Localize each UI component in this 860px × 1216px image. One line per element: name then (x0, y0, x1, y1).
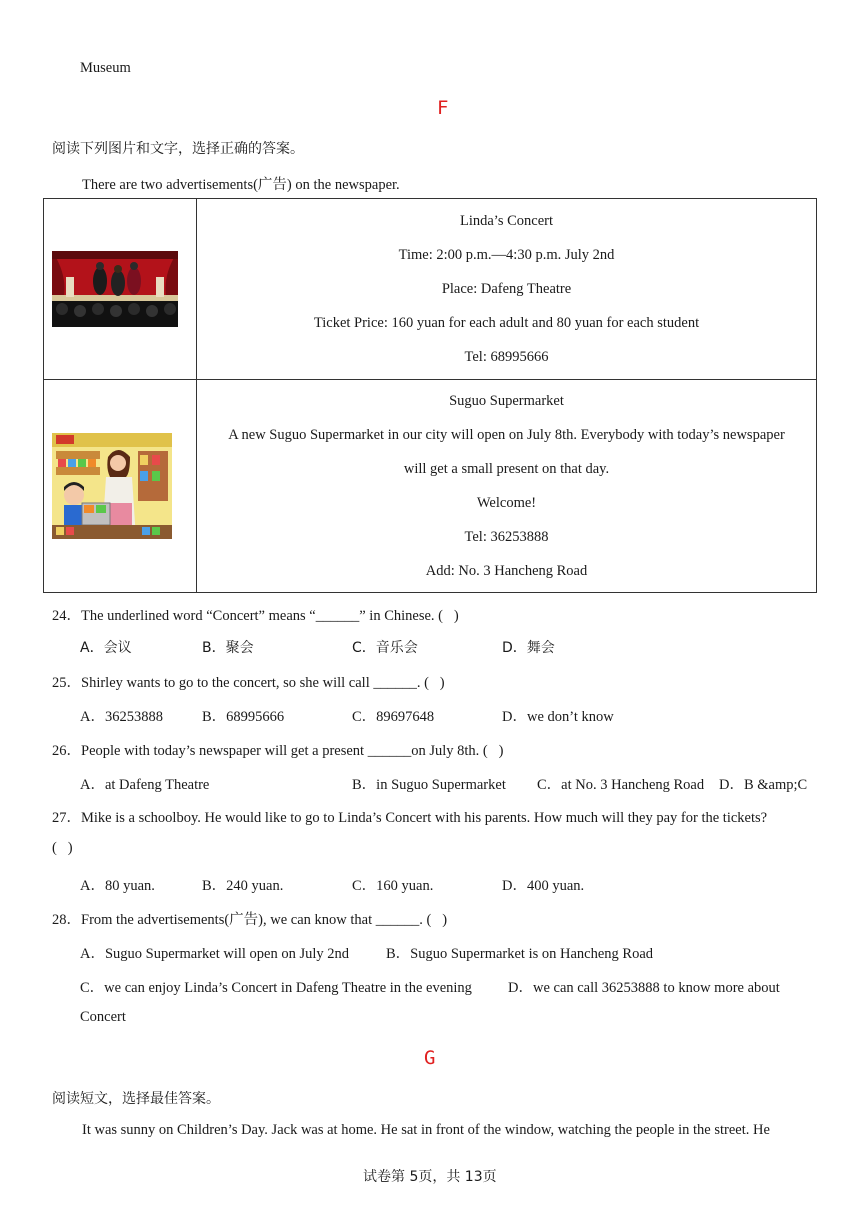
question-25-option-c[interactable]: C．89697648 (352, 709, 435, 725)
question-27-option-b[interactable]: B．240 yuan. (202, 878, 284, 894)
supermarket-address: Add: No. 3 Hancheng Road (425, 563, 588, 579)
supermarket-present: will get a small present on that day. (403, 461, 610, 477)
question-28-option-b[interactable]: B．Suguo Supermarket is on Hancheng Road (386, 946, 654, 962)
question-25-option-b[interactable]: B．68995666 (202, 709, 285, 725)
question-27-stem: 27．Mike is a schoolboy. He would like to go to Linda’s Concert with his parents. How much will they pay for the tickets? (52, 810, 768, 826)
section-f-instruction: 阅读下列图片和文字，选择正确的答案。 (52, 141, 304, 157)
concert-place: Place: Dafeng Theatre (441, 281, 572, 297)
question-24-option-a[interactable]: A．会议 (80, 640, 132, 656)
section-g-passage: It was sunny on Children’s Day. Jack was at home. He sat in front of the window, watching the people in the street. He (82, 1122, 770, 1138)
section-g-instruction: 阅读短文，选择最佳答案。 (52, 1091, 220, 1107)
question-24-option-b[interactable]: B．聚会 (202, 640, 254, 656)
supermarket-ad-row (44, 380, 817, 593)
concert-time: Time: 2:00 p.m.—4:30 p.m. July 2nd (398, 247, 615, 263)
section-f-intro: There are two advertisements(广告) on the newspaper. (82, 177, 400, 193)
supermarket-opening: A new Suguo Supermarket in our city will open on July 8th. Everybody with today’s newspaper (228, 427, 785, 443)
question-27-stem-bracket: ( ) (52, 840, 73, 856)
supermarket-welcome: Welcome! (476, 495, 537, 511)
supermarket-shopping-image (52, 433, 172, 539)
concert-tel: Tel: 68995666 (464, 349, 549, 365)
top-text: Museum (80, 60, 131, 76)
concert-ticket-price: Ticket Price: 160 yuan for each adult and 80 yuan for each student (313, 315, 700, 331)
question-26-option-c[interactable]: C．at No. 3 Hancheng Road (537, 777, 705, 793)
concert-title: Linda’s Concert (459, 213, 554, 229)
advertisements-table (43, 198, 817, 593)
question-27-option-c[interactable]: C．160 yuan. (352, 878, 434, 894)
question-28-option-d[interactable]: D．we can call 36253888 to know more about (508, 980, 780, 996)
question-24-option-c[interactable]: C．音乐会 (352, 640, 418, 656)
concert-image-cell (44, 199, 197, 380)
concert-stage-image (52, 251, 178, 327)
question-24-option-d[interactable]: D．舞会 (502, 640, 555, 656)
supermarket-title: Suguo Supermarket (449, 393, 564, 409)
question-25-option-a[interactable]: A．36253888 (80, 709, 163, 725)
question-27-option-a[interactable]: A．80 yuan. (80, 878, 155, 894)
question-27-option-d[interactable]: D．400 yuan. (502, 878, 585, 894)
concert-ad-text (197, 199, 817, 380)
concert-ad-row (44, 199, 817, 380)
question-28-stem: 28．From the advertisements(广告), we can know that ______. ( ) (52, 912, 448, 928)
page-footer: 试卷第 5页，共 13页 (363, 1169, 497, 1185)
question-28-option-c[interactable]: C．we can enjoy Linda’s Concert in Dafeng Theatre in the evening (80, 980, 472, 996)
supermarket-image-cell (44, 380, 197, 593)
question-26-stem: 26．People with today’s newspaper will get a present ______on July 8th. ( ) (52, 743, 504, 759)
supermarket-tel: Tel: 36253888 (464, 529, 549, 545)
section-g-letter: G (424, 1047, 436, 1069)
question-28-option-d-continued: Concert (80, 1009, 126, 1025)
question-26-option-d[interactable]: D．B &amp;C (719, 777, 808, 793)
question-24-stem: 24．The underlined word “Concert” means “______” in Chinese. ( ) (52, 608, 459, 624)
supermarket-ad-text (197, 380, 817, 593)
question-25-stem: 25．Shirley wants to go to the concert, so she will call ______. ( ) (52, 675, 445, 691)
section-f-letter: F (437, 97, 449, 119)
question-28-option-a[interactable]: A．Suguo Supermarket will open on July 2nd (80, 946, 350, 962)
question-26-option-b[interactable]: B．in Suguo Supermarket (352, 777, 506, 793)
question-25-option-d[interactable]: D．we don’t know (502, 709, 614, 725)
question-26-option-a[interactable]: A．at Dafeng Theatre (80, 777, 210, 793)
